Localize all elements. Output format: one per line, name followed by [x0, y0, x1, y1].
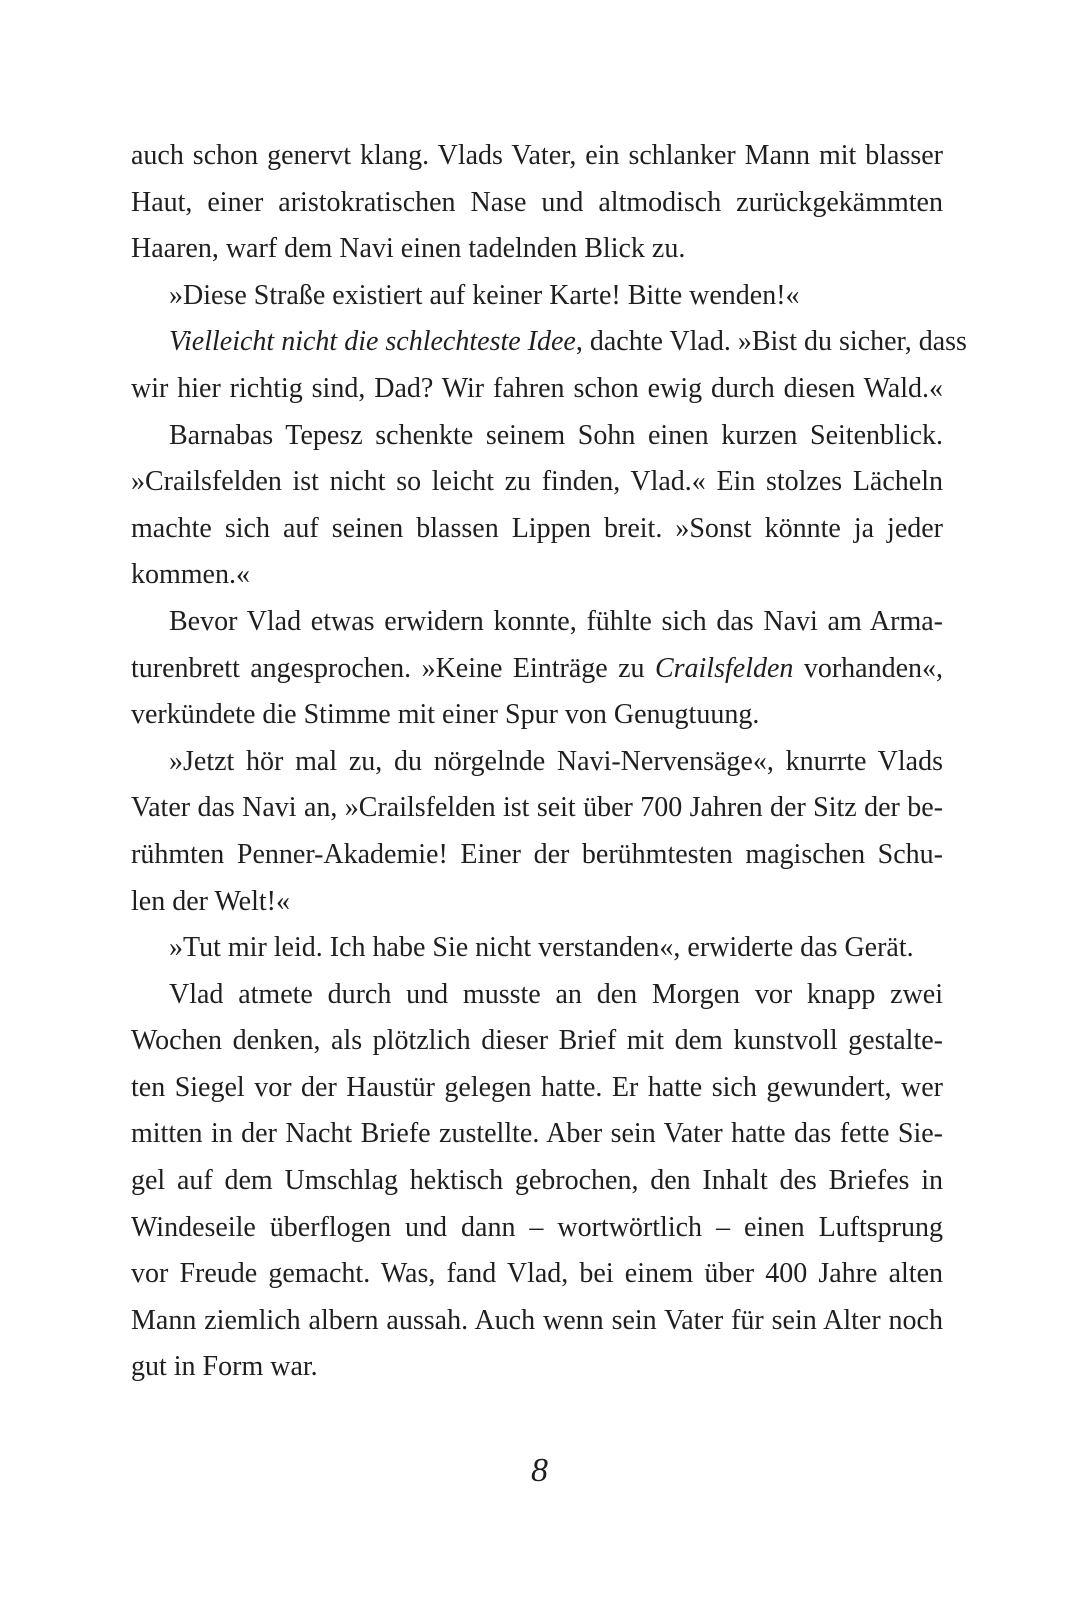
text-line: ten Siegel vor der Haustür gelegen hatte. Er hatte sich gewundert, wer	[131, 1071, 943, 1103]
text-line: Haut, einer aristokratischen Nase und altmodisch zurückgekämmten	[131, 186, 943, 218]
italic-phrase: Crailsfelden	[654, 652, 794, 684]
text-line: Bevor Vlad etwas erwidern konnte, fühlte sich das Navi am Arma-	[169, 605, 943, 637]
text-line: Haaren, warf dem Navi einen tadelnden Blick zu.	[131, 233, 686, 265]
text-line: Mann ziemlich albern aussah. Auch wenn sein Vater für sein Alter noch	[131, 1304, 943, 1336]
text-fragment: vorhanden«,	[793, 652, 943, 684]
text-line: Barnabas Tepesz schenkte seinem Sohn einen kurzen Seitenblick.	[169, 419, 943, 451]
text-line: mitten in der Nacht Briefe zustellte. Aber sein Vater hatte das fette Sie-	[131, 1118, 943, 1150]
text-line: »Jetzt hör mal zu, du nörgelnde Navi-Nervensäge«, knurrte Vlads	[169, 745, 943, 777]
text-line: Windeseile überflogen und dann – wortwörtlich – einen Luftsprung	[131, 1211, 943, 1243]
text-line: machte sich auf seinen blassen Lippen breit. »Sonst könnte ja jeder	[131, 512, 943, 544]
text-line: wir hier richtig sind, Dad? Wir fahren schon ewig durch diesen Wald.«	[131, 372, 943, 404]
text-line: len der Welt!«	[131, 885, 290, 917]
text-line: rühmten Penner-Akademie! Einer der berühmtesten magischen Schu-	[131, 838, 943, 870]
text-fragment: , dachte Vlad. »Bist du sicher, dass	[575, 326, 967, 358]
text-line	[131, 319, 967, 366]
page-number: 8	[531, 1452, 548, 1489]
text-line: gut in Form war.	[131, 1351, 318, 1383]
text-line: »Crailsfelden ist nicht so leicht zu finden, Vlad.« Ein stolzes Lächeln	[131, 466, 943, 498]
text-line: vor Freude gemacht. Was, fand Vlad, bei einem über 400 Jahre alten	[131, 1258, 943, 1290]
text-line: auch schon genervt klang. Vlads Vater, ein schlanker Mann mit blasser	[131, 140, 943, 171]
text-line: Wochen denken, als plötzlich dieser Brief mit dem kunstvoll gestalte-	[131, 1025, 943, 1057]
body-text	[131, 133, 967, 1391]
text-line: gel auf dem Umschlag hektisch gebrochen, den Inhalt des Briefes in	[131, 1165, 943, 1197]
italic-phrase: Vielleicht nicht die schlechteste Idee	[169, 326, 576, 358]
text-line: »Tut mir leid. Ich habe Sie nicht verstanden«, erwiderte das Gerät.	[169, 932, 914, 964]
text-fragment: turenbrett angesprochen. »Keine Einträge zu	[131, 652, 655, 684]
text-line: Vater das Navi an, »Crailsfelden ist seit über 700 Jahren der Sitz der be-	[131, 792, 943, 824]
text-line: »Diese Straße existiert auf keiner Karte! Bitte wenden!«	[169, 279, 800, 311]
text-line: verkündete die Stimme mit einer Spur von Genugtuung.	[131, 699, 760, 731]
text-line	[131, 646, 943, 693]
text-line: kommen.«	[131, 559, 250, 591]
text-line: Vlad atmete durch und musste an den Morgen vor knapp zwei	[169, 978, 943, 1010]
